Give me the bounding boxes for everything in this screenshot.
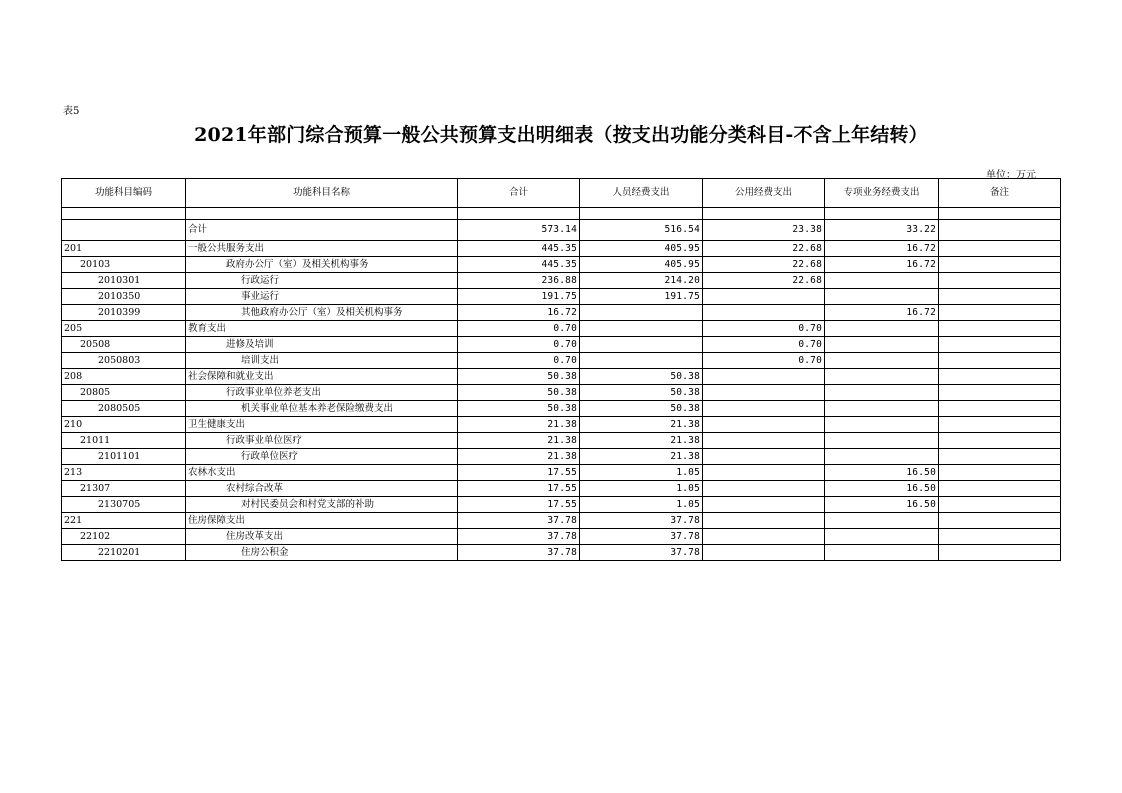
code-cell: 2210201 [62, 545, 186, 561]
total-cell: 50.38 [458, 385, 580, 401]
table-row [62, 433, 1061, 449]
personnel-cell: 37.78 [580, 529, 703, 545]
column-header-remark: 备注 [939, 179, 1061, 208]
table-row [62, 513, 1061, 529]
total-total-cell: 573.14 [458, 220, 580, 241]
public-cell [703, 465, 825, 481]
table-header-row [62, 179, 1061, 208]
page-title: 2021年部门综合预算一般公共预算支出明细表（按支出功能分类科目-不含上年结转） [194, 124, 928, 146]
code-cell: 2010399 [62, 305, 186, 321]
blank-row [62, 208, 1061, 220]
table-row [62, 529, 1061, 545]
personnel-cell: 1.05 [580, 465, 703, 481]
code-cell: 213 [62, 465, 186, 481]
name-cell: 农村综合改革 [186, 481, 458, 497]
table-row [62, 465, 1061, 481]
table-row [62, 545, 1061, 561]
total-remark-cell [939, 220, 1061, 241]
public-cell [703, 545, 825, 561]
name-cell: 农林水支出 [186, 465, 458, 481]
total-cell: 37.78 [458, 513, 580, 529]
personnel-cell: 405.95 [580, 257, 703, 273]
name-cell: 教育支出 [186, 321, 458, 337]
personnel-cell [580, 305, 703, 321]
personnel-cell [580, 353, 703, 369]
name-cell: 事业运行 [186, 289, 458, 305]
column-header-public: 公用经费支出 [703, 179, 825, 208]
code-cell: 2050803 [62, 353, 186, 369]
remark-cell [939, 417, 1061, 433]
total-cell: 445.35 [458, 257, 580, 273]
remark-cell [939, 497, 1061, 513]
total-cell: 17.55 [458, 497, 580, 513]
remark-cell [939, 273, 1061, 289]
public-cell [703, 529, 825, 545]
personnel-cell: 50.38 [580, 385, 703, 401]
table-row [62, 321, 1061, 337]
special-cell [825, 417, 939, 433]
name-cell: 政府办公厅（室）及相关机构事务 [186, 257, 458, 273]
personnel-cell: 37.78 [580, 513, 703, 529]
table-row [62, 385, 1061, 401]
remark-cell [939, 433, 1061, 449]
total-cell: 21.38 [458, 433, 580, 449]
public-cell [703, 401, 825, 417]
column-header-name: 功能科目名称 [186, 179, 458, 208]
special-cell [825, 449, 939, 465]
remark-cell [939, 257, 1061, 273]
total-cell: 50.38 [458, 369, 580, 385]
code-cell: 22102 [62, 529, 186, 545]
personnel-cell: 191.75 [580, 289, 703, 305]
name-cell: 对村民委员会和村党支部的补助 [186, 497, 458, 513]
table-row [62, 289, 1061, 305]
remark-cell [939, 481, 1061, 497]
code-cell: 20103 [62, 257, 186, 273]
code-cell: 201 [62, 241, 186, 257]
total-cell: 236.88 [458, 273, 580, 289]
remark-cell [939, 305, 1061, 321]
name-cell: 卫生健康支出 [186, 417, 458, 433]
public-cell [703, 305, 825, 321]
name-cell: 行政事业单位医疗 [186, 433, 458, 449]
special-cell [825, 401, 939, 417]
total-cell: 37.78 [458, 529, 580, 545]
special-cell [825, 353, 939, 369]
public-cell: 22.68 [703, 241, 825, 257]
special-cell [825, 289, 939, 305]
name-cell: 行政运行 [186, 273, 458, 289]
personnel-cell: 405.95 [580, 241, 703, 257]
special-cell: 16.50 [825, 465, 939, 481]
public-cell: 22.68 [703, 257, 825, 273]
table-row [62, 257, 1061, 273]
name-cell: 进修及培训 [186, 337, 458, 353]
remark-cell [939, 289, 1061, 305]
table-row [62, 273, 1061, 289]
total-cell: 37.78 [458, 545, 580, 561]
remark-cell [939, 337, 1061, 353]
remark-cell [939, 321, 1061, 337]
column-header-total: 合计 [458, 179, 580, 208]
total-cell: 0.70 [458, 353, 580, 369]
personnel-cell: 21.38 [580, 417, 703, 433]
total-cell: 445.35 [458, 241, 580, 257]
code-cell: 208 [62, 369, 186, 385]
column-header-code: 功能科目编码 [62, 179, 186, 208]
unit-label: 单位：万元 [986, 170, 1036, 181]
personnel-cell: 37.78 [580, 545, 703, 561]
code-cell: 2080505 [62, 401, 186, 417]
special-cell [825, 545, 939, 561]
personnel-cell: 21.38 [580, 433, 703, 449]
total-cell: 50.38 [458, 401, 580, 417]
code-cell: 21307 [62, 481, 186, 497]
total-row [62, 220, 1061, 241]
public-cell: 0.70 [703, 321, 825, 337]
total-name-cell: 合计 [186, 220, 458, 241]
name-cell: 一般公共服务支出 [186, 241, 458, 257]
special-cell [825, 529, 939, 545]
special-cell [825, 513, 939, 529]
remark-cell [939, 369, 1061, 385]
personnel-cell: 214.20 [580, 273, 703, 289]
public-cell [703, 513, 825, 529]
table-row [62, 337, 1061, 353]
name-cell: 住房改革支出 [186, 529, 458, 545]
table-row [62, 497, 1061, 513]
special-cell: 16.72 [825, 305, 939, 321]
code-cell: 20805 [62, 385, 186, 401]
total-public-cell: 23.38 [703, 220, 825, 241]
personnel-cell: 21.38 [580, 449, 703, 465]
public-cell [703, 433, 825, 449]
table-number: 表5 [63, 106, 80, 117]
name-cell: 社会保障和就业支出 [186, 369, 458, 385]
special-cell: 16.50 [825, 497, 939, 513]
table-row [62, 369, 1061, 385]
name-cell: 培训支出 [186, 353, 458, 369]
table-row [62, 401, 1061, 417]
code-cell: 2010350 [62, 289, 186, 305]
name-cell: 其他政府办公厅（室）及相关机构事务 [186, 305, 458, 321]
total-cell: 16.72 [458, 305, 580, 321]
code-cell: 2010301 [62, 273, 186, 289]
personnel-cell [580, 337, 703, 353]
code-cell: 221 [62, 513, 186, 529]
total-cell: 21.38 [458, 449, 580, 465]
remark-cell [939, 513, 1061, 529]
table-row [62, 417, 1061, 433]
total-cell: 17.55 [458, 465, 580, 481]
remark-cell [939, 545, 1061, 561]
total-personnel-cell: 516.54 [580, 220, 703, 241]
column-header-personnel: 人员经费支出 [580, 179, 703, 208]
table-row [62, 481, 1061, 497]
personnel-cell: 50.38 [580, 401, 703, 417]
remark-cell [939, 529, 1061, 545]
total-cell: 0.70 [458, 321, 580, 337]
name-cell: 机关事业单位基本养老保险缴费支出 [186, 401, 458, 417]
table-row [62, 353, 1061, 369]
total-cell: 17.55 [458, 481, 580, 497]
special-cell [825, 337, 939, 353]
table-row [62, 305, 1061, 321]
special-cell [825, 369, 939, 385]
total-special-cell: 33.22 [825, 220, 939, 241]
special-cell [825, 321, 939, 337]
public-cell [703, 369, 825, 385]
name-cell: 行政事业单位养老支出 [186, 385, 458, 401]
public-cell [703, 385, 825, 401]
code-cell: 2101101 [62, 449, 186, 465]
personnel-cell: 1.05 [580, 481, 703, 497]
special-cell [825, 433, 939, 449]
name-cell: 住房保障支出 [186, 513, 458, 529]
total-cell: 0.70 [458, 337, 580, 353]
special-cell: 16.72 [825, 241, 939, 257]
remark-cell [939, 465, 1061, 481]
code-cell: 21011 [62, 433, 186, 449]
code-cell: 210 [62, 417, 186, 433]
remark-cell [939, 449, 1061, 465]
special-cell: 16.72 [825, 257, 939, 273]
public-cell [703, 449, 825, 465]
public-cell: 0.70 [703, 337, 825, 353]
code-cell: 2130705 [62, 497, 186, 513]
public-cell [703, 417, 825, 433]
remark-cell [939, 401, 1061, 417]
table-row [62, 449, 1061, 465]
public-cell [703, 289, 825, 305]
remark-cell [939, 241, 1061, 257]
personnel-cell [580, 321, 703, 337]
column-header-special: 专项业务经费支出 [825, 179, 939, 208]
public-cell [703, 481, 825, 497]
special-cell: 16.50 [825, 481, 939, 497]
table-row [62, 241, 1061, 257]
remark-cell [939, 353, 1061, 369]
public-cell [703, 497, 825, 513]
public-cell: 22.68 [703, 273, 825, 289]
code-cell: 20508 [62, 337, 186, 353]
name-cell: 住房公积金 [186, 545, 458, 561]
total-code-cell [62, 220, 186, 241]
special-cell [825, 385, 939, 401]
remark-cell [939, 385, 1061, 401]
code-cell: 205 [62, 321, 186, 337]
personnel-cell: 50.38 [580, 369, 703, 385]
total-cell: 21.38 [458, 417, 580, 433]
name-cell: 行政单位医疗 [186, 449, 458, 465]
budget-table [61, 178, 1061, 561]
total-cell: 191.75 [458, 289, 580, 305]
personnel-cell: 1.05 [580, 497, 703, 513]
special-cell [825, 273, 939, 289]
public-cell: 0.70 [703, 353, 825, 369]
